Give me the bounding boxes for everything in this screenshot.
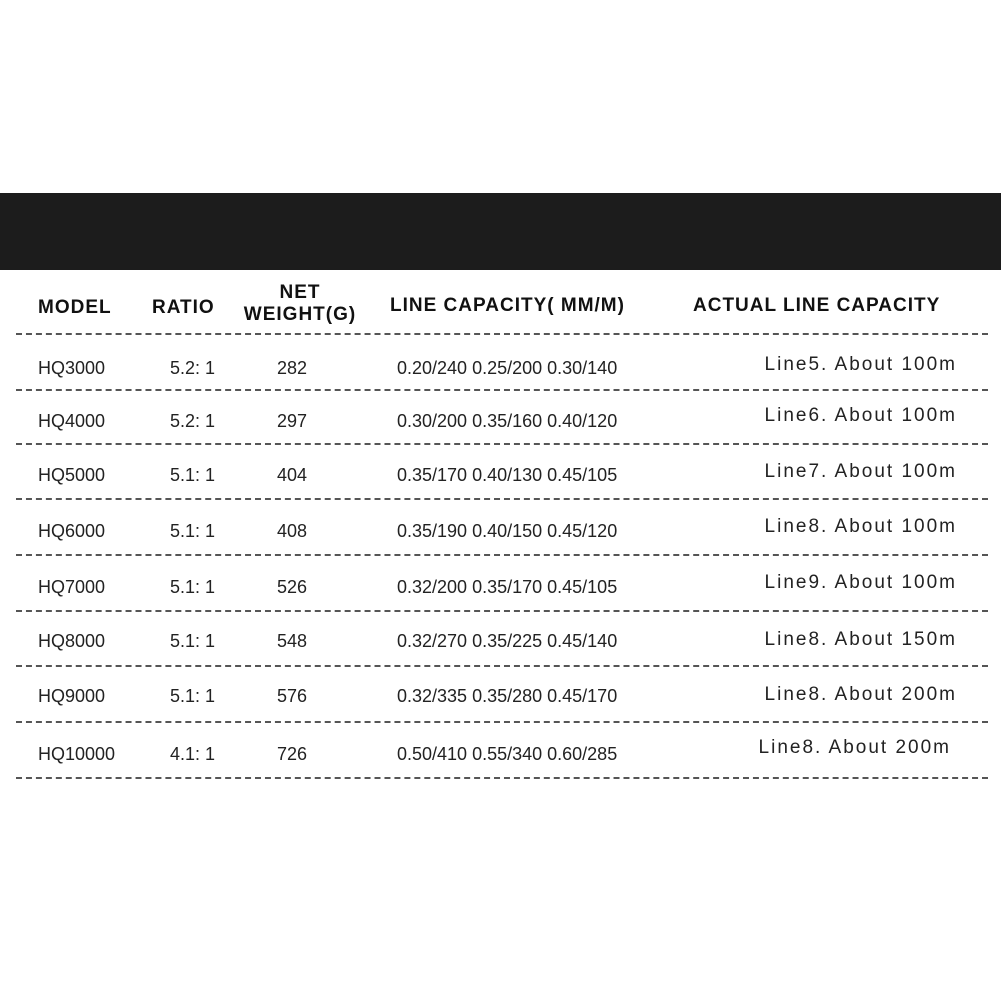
- separator: [16, 554, 988, 556]
- cell-model: HQ10000: [38, 744, 116, 764]
- cell-line-capacity: 0.30/200 0.35/160 0.40/120: [397, 411, 618, 431]
- cell-model: HQ9000: [38, 686, 106, 706]
- cell-actual-capacity: Line7. About 100m: [764, 461, 957, 482]
- cell-actual-capacity: Line9. About 100m: [764, 572, 957, 593]
- cell-line-capacity: 0.32/335 0.35/280 0.45/170: [397, 686, 618, 706]
- cell-weight: 576: [277, 686, 308, 706]
- cell-line-capacity: 0.32/270 0.35/225 0.45/140: [397, 631, 618, 651]
- separator: [16, 498, 988, 500]
- cell-actual-capacity: Line8. About 200m: [764, 684, 957, 705]
- cell-model: HQ5000: [38, 465, 106, 485]
- cell-actual-capacity: Line8. About 200m: [758, 737, 951, 758]
- cell-ratio: 5.2: 1: [170, 411, 216, 431]
- separator: [16, 721, 988, 723]
- header-net-weight-line2: WEIGHT(G): [243, 304, 357, 325]
- cell-line-capacity: 0.32/200 0.35/170 0.45/105: [397, 577, 618, 597]
- cell-model: HQ3000: [38, 358, 106, 378]
- cell-model: HQ6000: [38, 521, 106, 541]
- cell-model: HQ4000: [38, 411, 106, 431]
- cell-model: HQ7000: [38, 577, 106, 597]
- cell-weight: 526: [277, 577, 308, 597]
- cell-line-capacity: 0.20/240 0.25/200 0.30/140: [397, 358, 618, 378]
- cell-line-capacity: 0.50/410 0.55/340 0.60/285: [397, 744, 618, 764]
- cell-ratio: 5.1: 1: [170, 686, 216, 706]
- header-actual-line-capacity: ACTUAL LINE CAPACITY: [693, 295, 941, 316]
- cell-actual-capacity: Line8. About 100m: [764, 516, 957, 537]
- separator: [16, 610, 988, 612]
- cell-weight: 408: [277, 521, 308, 541]
- separator: [16, 665, 988, 667]
- cell-line-capacity: 0.35/170 0.40/130 0.45/105: [397, 465, 618, 485]
- cell-weight: 282: [277, 358, 308, 378]
- cell-line-capacity: 0.35/190 0.40/150 0.45/120: [397, 521, 618, 541]
- cell-model: HQ8000: [38, 631, 106, 651]
- cell-actual-capacity: Line5. About 100m: [764, 354, 957, 375]
- cell-weight: 404: [277, 465, 308, 485]
- cell-actual-capacity: Line6. About 100m: [764, 405, 957, 426]
- cell-actual-capacity: Line8. About 150m: [764, 629, 957, 650]
- cell-weight: 297: [277, 411, 308, 431]
- cell-ratio: 4.1: 1: [170, 744, 216, 764]
- separator: [16, 389, 988, 391]
- cell-ratio: 5.1: 1: [170, 521, 216, 541]
- separator: [16, 333, 988, 335]
- header-net-weight-line1: NET: [279, 282, 321, 303]
- separator: [16, 777, 988, 779]
- cell-ratio: 5.1: 1: [170, 631, 216, 651]
- header-net-weight: [240, 282, 360, 326]
- header-model: MODEL: [38, 297, 112, 318]
- cell-ratio: 5.2: 1: [170, 358, 216, 378]
- separator: [16, 443, 988, 445]
- header-ratio: RATIO: [152, 297, 215, 318]
- cell-weight: 726: [277, 744, 308, 764]
- header-line-capacity: LINE CAPACITY( MM/M): [390, 295, 625, 316]
- cell-ratio: 5.1: 1: [170, 577, 216, 597]
- cell-weight: 548: [277, 631, 308, 651]
- cell-ratio: 5.1: 1: [170, 465, 216, 485]
- header-banner: [0, 193, 1001, 270]
